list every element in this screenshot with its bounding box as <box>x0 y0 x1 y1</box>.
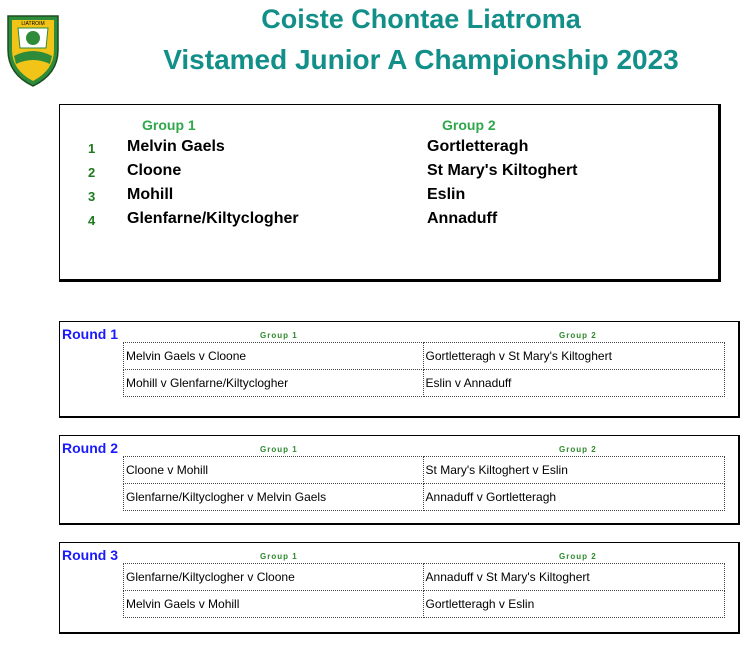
seed-number: 2 <box>88 165 96 180</box>
group2-column-header: Group 2 <box>559 445 597 454</box>
group2-column-header: Group 2 <box>559 552 597 561</box>
round-2-panel <box>59 435 740 525</box>
group1-column-header: Group 1 <box>260 331 298 340</box>
group1-fixture: Mohill v Glenfarne/Kiltyclogher <box>124 370 424 397</box>
groups-panel <box>59 104 721 282</box>
round-label: Round 1 <box>62 326 118 342</box>
championship-title: Vistamed Junior A Championship 2023 <box>163 44 679 75</box>
seed-number: 1 <box>88 141 96 156</box>
group2-fixture: Eslin v Annaduff <box>423 370 724 397</box>
round-label: Round 3 <box>62 547 118 563</box>
seed-number: 3 <box>88 189 96 204</box>
group1-team: Melvin Gaels <box>127 138 225 155</box>
logo-text: LIATROIM <box>21 21 45 27</box>
group1-header: Group 1 <box>142 117 196 133</box>
group1-column-header: Group 1 <box>260 552 298 561</box>
table-row <box>124 370 725 397</box>
page-title: Coiste Chontae Liatroma <box>261 4 581 34</box>
group2-header: Group 2 <box>442 117 496 133</box>
group1-fixture: Melvin Gaels v Mohill <box>124 591 424 618</box>
group1-fixture: Glenfarne/Kiltyclogher v Cloone <box>124 564 424 591</box>
group2-team: Eslin <box>427 186 466 203</box>
group2-fixture: Gortletteragh v St Mary's Kiltoghert <box>423 343 724 370</box>
group2-fixture: Annaduff v Gortletteragh <box>423 484 724 511</box>
group2-column-header: Group 2 <box>559 331 597 340</box>
table-row <box>124 484 725 511</box>
fixtures-table <box>123 456 725 511</box>
group1-fixture: Cloone v Mohill <box>124 457 424 484</box>
table-row <box>124 564 725 591</box>
group1-fixture: Melvin Gaels v Cloone <box>124 343 424 370</box>
table-row <box>124 457 725 484</box>
group2-fixture: Annaduff v St Mary's Kiltoghert <box>423 564 724 591</box>
round-label: Round 2 <box>62 440 118 456</box>
round-3-panel <box>59 542 740 634</box>
group2-fixture: Gortletteragh v Eslin <box>423 591 724 618</box>
group1-fixture: Glenfarne/Kiltyclogher v Melvin Gaels <box>124 484 424 511</box>
fixtures-table <box>123 563 725 618</box>
group1-team: Glenfarne/Kiltyclogher <box>127 210 299 227</box>
group2-team: St Mary's Kiltoghert <box>427 162 578 179</box>
table-row <box>124 343 725 370</box>
group2-fixture: St Mary's Kiltoghert v Eslin <box>423 457 724 484</box>
group1-team: Mohill <box>127 186 174 203</box>
seed-number: 4 <box>88 213 96 228</box>
round-1-panel <box>59 321 740 418</box>
fixtures-table <box>123 342 725 397</box>
table-row <box>124 591 725 618</box>
group2-team: Gortletteragh <box>427 138 529 155</box>
group1-column-header: Group 1 <box>260 445 298 454</box>
group2-team: Annaduff <box>427 210 498 227</box>
group1-team: Cloone <box>127 162 182 179</box>
